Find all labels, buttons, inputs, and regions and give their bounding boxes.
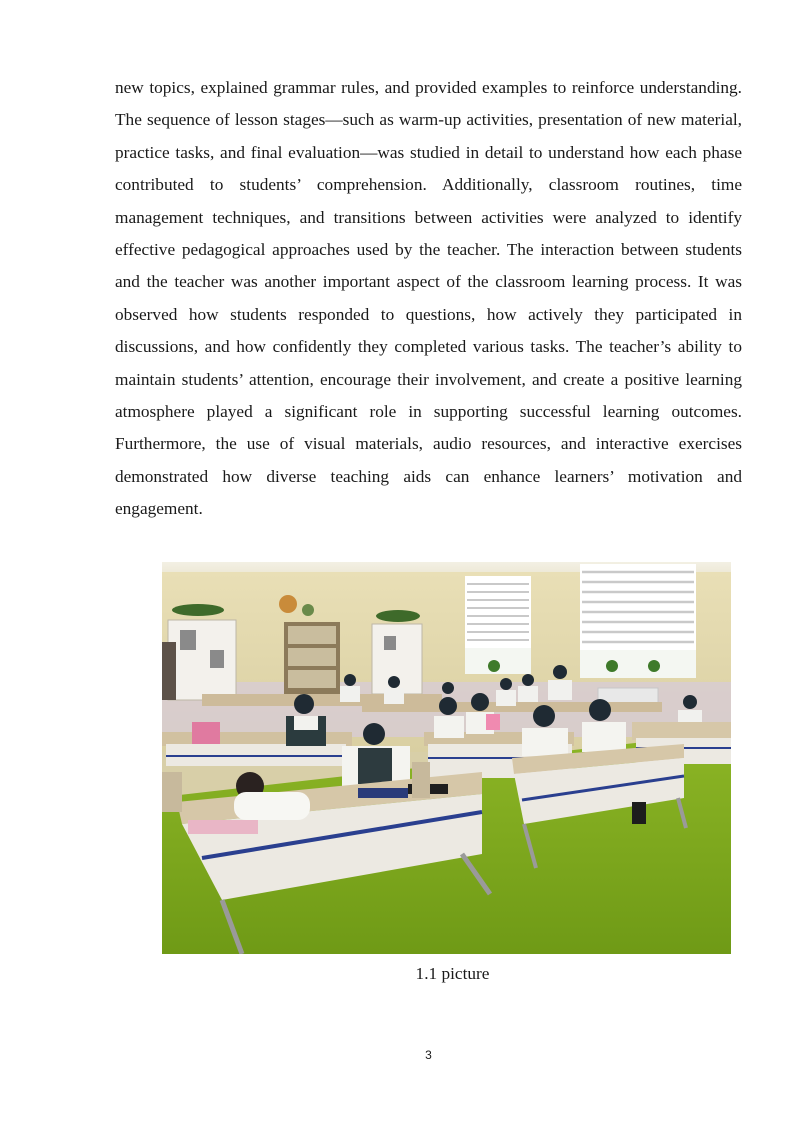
page-number: 3: [425, 1048, 432, 1062]
window-left: [465, 576, 531, 674]
window-right: [580, 564, 696, 678]
classroom-photo: [162, 562, 731, 954]
body-paragraph: new topics, explained grammar rules, and provided examples to reinforce understanding. The sequence of lesson stages—such as warm-up activities, presentation of new material, practice tasks, and final evaluation—was studied in detail to understand how each phase contributed to students’ comprehension. Additionally, classroom routines, time management techniques, and transitions between activities were analyzed to identify effective pedagogical approaches used by the teacher. The interaction between students and the teacher was another important aspect of the classroom learning process. It was observed how students responded to questions, how actively they participated in discussions, and how confidently they completed various tasks. The teacher’s ability to maintain students’ attention, encourage their involvement, and create a positive learning atmosphere played a significant role in supporting successful learning outcomes. Furthermore, the use of visual materials, audio resources, and interactive exercises demonstrated how diverse teaching aids can enhance learners’ motivation and engagement.: [115, 78, 742, 519]
figure-caption: 1.1 picture: [415, 964, 490, 983]
classroom-photo-illustration: [162, 562, 731, 954]
